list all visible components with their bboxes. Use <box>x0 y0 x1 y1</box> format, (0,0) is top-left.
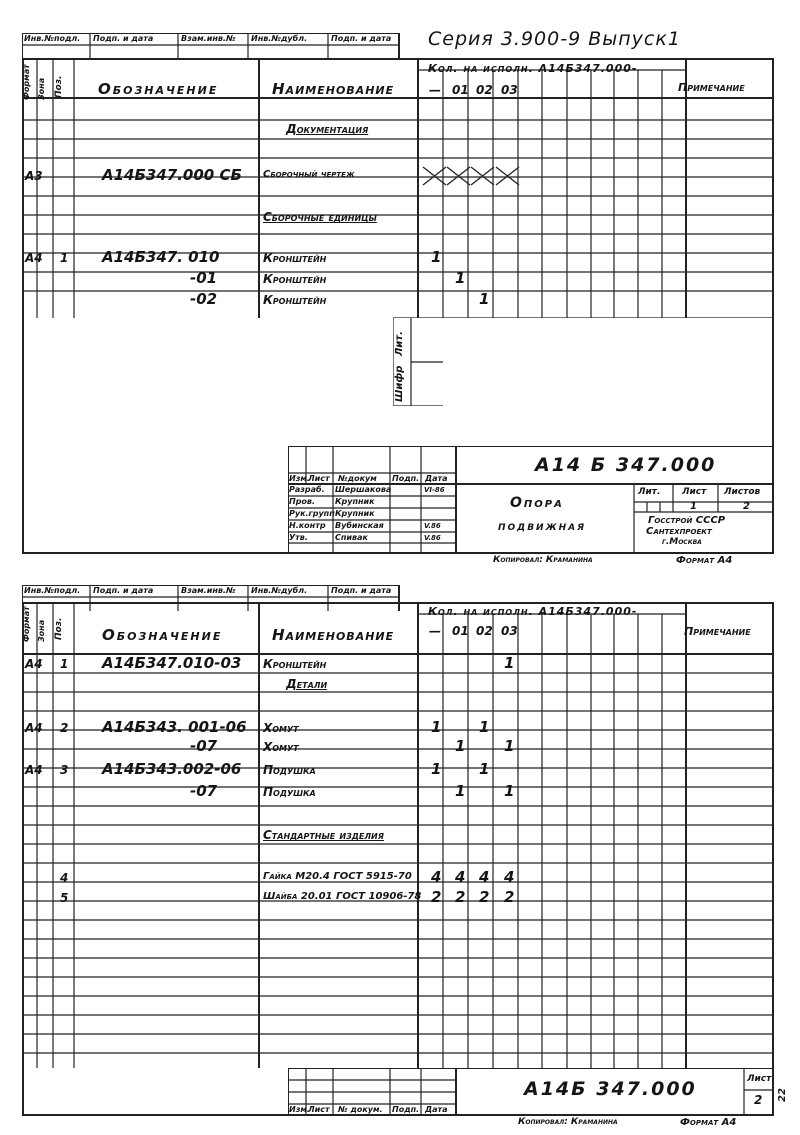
tb-role-dokum: №докум <box>338 474 377 483</box>
series-title: Серия 3.900-9 Выпуск1 <box>428 28 681 50</box>
tb-person-role: Рук.групп <box>289 509 335 518</box>
qty-sub-2: 02 <box>476 83 493 97</box>
tb2-role-podp: Подп. <box>392 1105 420 1114</box>
row-pos: 1 <box>60 657 69 671</box>
tb-role-data: Дата <box>425 474 448 483</box>
qty-cell: 1 <box>479 718 490 736</box>
tb-person-name: Шершакова <box>335 485 392 494</box>
cross-mark-icon <box>446 165 471 187</box>
qty-cell: 1 <box>431 760 442 778</box>
qty2-sub-2: 02 <box>476 624 493 638</box>
qty-cell: 1 <box>431 248 442 266</box>
qty-sub-0: — <box>429 83 441 97</box>
qty-sub-3: 03 <box>501 83 518 97</box>
row-pos: 3 <box>60 763 69 777</box>
tb-person-name: Вубинская <box>335 521 384 530</box>
section-heading: Сборочные единицы <box>263 210 377 224</box>
row-name: Сборочный чертеж <box>263 169 355 180</box>
tb-sheet-no: 1 <box>690 501 697 512</box>
qty-cell: 2 <box>479 888 490 906</box>
qty-cell: 1 <box>479 760 490 778</box>
col-name-label: Наименование <box>272 80 395 98</box>
tb2-sheet-no: 2 <box>754 1093 763 1107</box>
qty2-sub-0: — <box>429 624 441 638</box>
stamp2-podp-data-2: Подп. и дата <box>331 586 392 595</box>
stamp2-inv-dubl: Инв.№дубл. <box>251 586 308 595</box>
qty-cell: 4 <box>479 868 490 886</box>
section-heading: Документация <box>286 122 369 136</box>
tb-role-list: Лист <box>308 474 330 483</box>
sheet2-format: Формат А4 <box>680 1117 737 1128</box>
tb-name-line2: подвижная <box>498 519 587 534</box>
row-pos: 1 <box>60 251 69 265</box>
row-designation: -01 <box>190 269 218 287</box>
cross-mark-icon <box>470 165 495 187</box>
sheet1-stamp-strip <box>22 33 400 59</box>
qty-cell: 1 <box>455 737 466 755</box>
row-name: Кронштейн <box>263 293 327 307</box>
tb2-role-data: Дата <box>425 1105 448 1114</box>
row-designation: А14Б347.000 СБ <box>102 166 242 184</box>
tb-person-role: Утв. <box>289 533 308 542</box>
side-mark: 22 <box>777 1088 788 1102</box>
lit-cipher-block <box>393 318 443 406</box>
tb-person-role: Разраб. <box>289 485 325 494</box>
tb2-role-dokum: № докум. <box>338 1105 383 1114</box>
sheet1-title-block <box>288 446 774 554</box>
lit-label: Лит. <box>394 331 405 356</box>
row-designation: А14Б347.010-03 <box>102 654 242 672</box>
tb-sheets-head: Листов <box>724 487 761 497</box>
row-designation: -07 <box>190 782 218 800</box>
cross-mark-icon <box>422 165 447 187</box>
tb-person-role: Пров. <box>289 497 316 506</box>
row-name: Кронштейн <box>263 657 327 671</box>
stamp2-vzam-inv: Взам.инв.№ <box>181 586 236 595</box>
qty-cell: 1 <box>504 654 515 672</box>
qty-cell: 2 <box>455 888 466 906</box>
tb2-role-list: Лист <box>308 1105 330 1114</box>
row-format: А4 <box>25 721 43 735</box>
sheet2-copied: Копировал: Краманина <box>518 1117 618 1127</box>
col2-pos-label: Поз. <box>54 617 64 640</box>
col-format-label: Формат <box>22 64 31 100</box>
stamp2-podp-data: Подп. и дата <box>93 586 154 595</box>
qty-cell: 1 <box>479 290 490 308</box>
qty-cell: 4 <box>455 868 466 886</box>
tb-person-name: Крупник <box>335 509 375 518</box>
tb2-role-izm: Изм. <box>289 1105 310 1114</box>
row-format: А4 <box>25 657 43 671</box>
stamp-podp-data: Подп. и дата <box>93 34 154 43</box>
tb-code: А14 Б 347.000 <box>535 454 717 476</box>
col2-note-label: Примечание <box>684 625 751 638</box>
row-designation: -07 <box>190 737 218 755</box>
stamp2-inv-podl: Инв.№подл. <box>24 586 81 595</box>
tb-person-date: VI-86 <box>424 486 445 494</box>
qty-cell: 1 <box>455 782 466 800</box>
tb-person-role: Н.контр <box>289 521 326 530</box>
qty-sub-1: 01 <box>452 83 469 97</box>
qty-cell: 2 <box>504 888 515 906</box>
row-designation: А14Б343.002-06 <box>102 760 242 778</box>
qty2-sub-1: 01 <box>452 624 469 638</box>
tb-person-name: Спивак <box>335 533 368 542</box>
cross-mark-icon <box>495 165 520 187</box>
col-qty-label: Кол. на исполн. А14Б347.000- <box>428 62 638 75</box>
row-pos: 4 <box>60 871 69 885</box>
qty-cell: 4 <box>504 868 515 886</box>
row-name: Шайба 20.01 ГОСТ 10906-78 <box>263 891 422 902</box>
tb-person-date: V.86 <box>424 522 441 530</box>
row-name: Подушка <box>263 763 316 777</box>
cipher-label: Шифр <box>394 365 405 402</box>
row-designation: А14Б347. 010 <box>102 248 220 266</box>
row-format: А4 <box>25 763 43 777</box>
row-name: Кронштейн <box>263 251 327 265</box>
tb2-sheet-head: Лист <box>747 1074 772 1084</box>
qty-cell: 1 <box>504 737 515 755</box>
col-zone-label: Зона <box>37 77 46 100</box>
tb-person-name: Крупник <box>335 497 375 506</box>
qty-cell: 1 <box>455 269 466 287</box>
row-pos: 5 <box>60 891 69 905</box>
sheet1-copied: Копировал: Краманина <box>493 555 593 565</box>
row-designation: -02 <box>190 290 218 308</box>
section-heading: Детали <box>286 677 328 691</box>
section-heading: Стандартные изделия <box>263 828 384 842</box>
qty2-sub-3: 03 <box>501 624 518 638</box>
tb-org2: Сантехпроект <box>646 526 712 537</box>
qty-cell: 1 <box>431 718 442 736</box>
sheet1-format: Формат А4 <box>676 555 733 566</box>
qty-cell: 1 <box>504 782 515 800</box>
tb-org3: г.Москва <box>662 537 702 547</box>
tb-sheets-no: 2 <box>743 501 750 512</box>
row-name: Гайка М20.4 ГОСТ 5915-70 <box>263 871 412 882</box>
stamp-podp-data-2: Подп. и дата <box>331 34 392 43</box>
col2-name-label: Наименование <box>272 626 395 644</box>
col-pos-label: Поз. <box>54 75 64 98</box>
col2-format-label: Формат <box>22 606 31 642</box>
col-note-label: Примечание <box>678 81 745 94</box>
col-designation-label: Обозначение <box>98 80 219 98</box>
sheet2-title-block <box>288 1068 774 1116</box>
tb-sheet-head: Лист <box>682 487 707 497</box>
tb-person-date: V.86 <box>424 534 441 542</box>
row-designation: А14Б343. 001-06 <box>102 718 247 736</box>
row-name: Подушка <box>263 785 316 799</box>
row-format: А3 <box>25 169 43 183</box>
qty-cell: 4 <box>431 868 442 886</box>
tb-role-izm: Изм. <box>289 474 310 483</box>
row-name: Хомут <box>263 721 299 735</box>
stamp-inv-podl: Инв.№подл. <box>24 34 81 43</box>
col2-qty-label: Кол. на исполн. А14Б347.000- <box>428 605 638 618</box>
tb-name-line1: Опора <box>510 495 564 511</box>
stamp-vzam-inv: Взам.инв.№ <box>181 34 236 43</box>
row-name: Хомут <box>263 740 299 754</box>
row-format: А4 <box>25 251 43 265</box>
qty-cell: 2 <box>431 888 442 906</box>
tb-lit-head: Лит. <box>638 487 661 497</box>
tb-org1: Госстрой СССР <box>648 515 726 526</box>
col2-designation-label: Обозначение <box>102 626 223 644</box>
tb-role-podp: Подп. <box>392 474 420 483</box>
stamp-inv-dubl: Инв.№дубл. <box>251 34 308 43</box>
row-pos: 2 <box>60 721 69 735</box>
tb2-code: А14Б 347.000 <box>524 1078 697 1100</box>
row-name: Кронштейн <box>263 272 327 286</box>
col2-zone-label: Зона <box>37 619 46 642</box>
